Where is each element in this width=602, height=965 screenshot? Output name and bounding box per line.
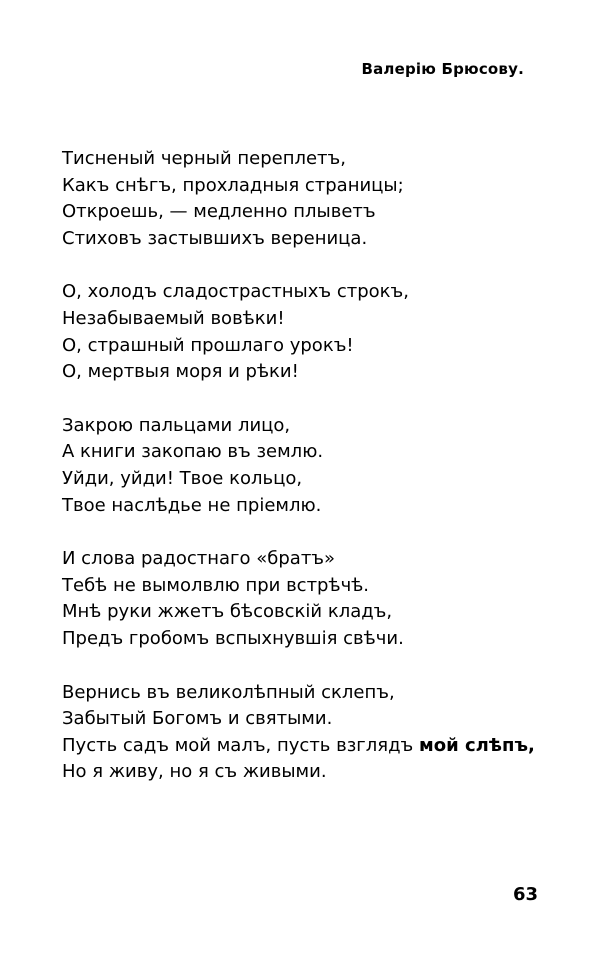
poem-line: Закрою пальцами лицо, <box>62 414 291 436</box>
stanza-5 <box>62 680 562 786</box>
page-number: 63 <box>512 884 538 905</box>
poem-line: О, страшный прошлаго урокъ! <box>62 334 354 356</box>
poem-line: О, холодъ сладострастныхъ строкъ, <box>62 281 409 303</box>
poem-line: Уйди, уйди! Твое кольцо, <box>62 467 303 489</box>
poem-line: А книги закопаю въ землю. <box>62 441 324 463</box>
poem-line: Незабываемый вовѣки! <box>62 307 285 329</box>
poem-line: Тисненый черный переплетъ, <box>62 148 346 169</box>
bold-phrase: мой слѣпъ, <box>419 734 535 756</box>
stanza-1 <box>62 146 562 252</box>
poem-line: Твое наслѣдье не пріемлю. <box>62 494 322 516</box>
dedication: Валерію Брюсову. <box>361 60 524 78</box>
poem-line: Но я живу, но я съ живыми. <box>62 761 327 783</box>
poem-line: Предъ гробомъ вспыхнувшія свѣчи. <box>62 627 404 649</box>
stanza-3 <box>62 413 562 519</box>
poem-line: Откроешь, — медленно плыветъ <box>62 201 376 223</box>
poem-line: Забытый Богомъ и святыми. <box>62 708 333 730</box>
poem-line: И слова радостнаго «братъ» <box>62 548 336 570</box>
poem-line: Какъ снѣгъ, прохладныя страницы; <box>62 174 404 196</box>
poem-line: Стиховъ застывшихъ вереница. <box>62 227 368 249</box>
poem-line: Тебѣ не вымолвлю при встрѣчѣ. <box>62 574 370 596</box>
poem-line: Мнѣ руки жжетъ бѣсовскій кладъ, <box>62 601 393 623</box>
stanza-4 <box>62 546 562 652</box>
poem-line <box>62 733 562 760</box>
stanza-2 <box>62 279 562 385</box>
poem-line: Вернись въ великолѣпный склепъ, <box>62 681 395 703</box>
poem <box>62 146 562 813</box>
poem-line: О, мертвыя моря и рѣки! <box>62 361 299 383</box>
poem-line-text: Пусть садъ мой малъ, пусть взглядъ <box>62 734 414 756</box>
